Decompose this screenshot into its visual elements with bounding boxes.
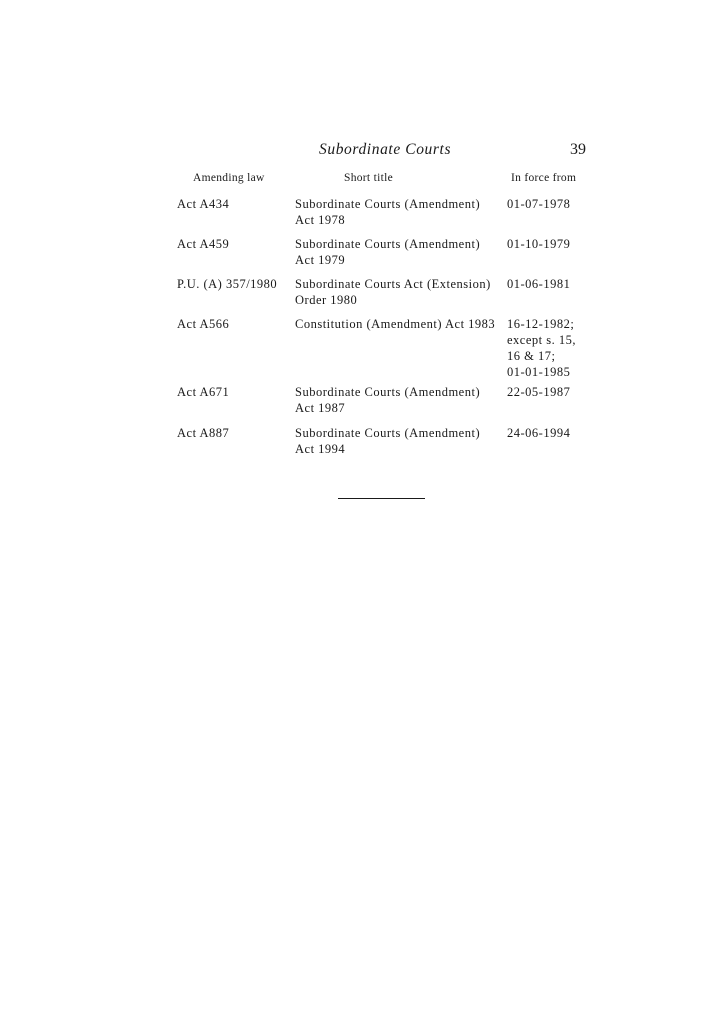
- in-force-cell: 16-12-1982; except s. 15, 16 & 17; 01-01-1985: [507, 317, 576, 379]
- short-title-cell: Subordinate Courts Act (Extension) Order 1980: [295, 277, 491, 307]
- short-title-cell: Subordinate Courts (Amendment) Act 1979: [295, 237, 481, 267]
- short-title-cell: Subordinate Courts (Amendment) Act 1978: [295, 197, 481, 227]
- column-header-amending-law: Amending law: [193, 172, 265, 184]
- column-header-short-title: Short title: [344, 172, 393, 184]
- in-force-cell: 01-07-1978: [507, 197, 571, 211]
- short-title-cell: Subordinate Courts (Amendment) Act 1994: [295, 426, 481, 456]
- amending-law-cell: P.U. (A) 357/1980: [177, 277, 278, 291]
- in-force-cell: 24-06-1994: [507, 426, 571, 440]
- running-title: Subordinate Courts: [319, 141, 452, 158]
- short-title-cell: Constitution (Amendment) Act 1983: [295, 317, 496, 331]
- in-force-cell: 22-05-1987: [507, 385, 571, 399]
- amending-law-cell: Act A887: [177, 426, 230, 440]
- page-number: 39: [570, 141, 586, 158]
- amending-law-cell: Act A459: [177, 237, 230, 251]
- end-of-table-rule: [338, 498, 425, 499]
- page-header: [0, 141, 728, 163]
- column-header-in-force-from: In force from: [511, 172, 577, 184]
- in-force-cell: 01-06-1981: [507, 277, 571, 291]
- short-title-cell: Subordinate Courts (Amendment) Act 1987: [295, 385, 481, 415]
- amending-law-cell: Act A434: [177, 197, 230, 211]
- amending-law-cell: Act A671: [177, 385, 230, 399]
- amending-law-cell: Act A566: [177, 317, 230, 331]
- in-force-cell: 01-10-1979: [507, 237, 571, 251]
